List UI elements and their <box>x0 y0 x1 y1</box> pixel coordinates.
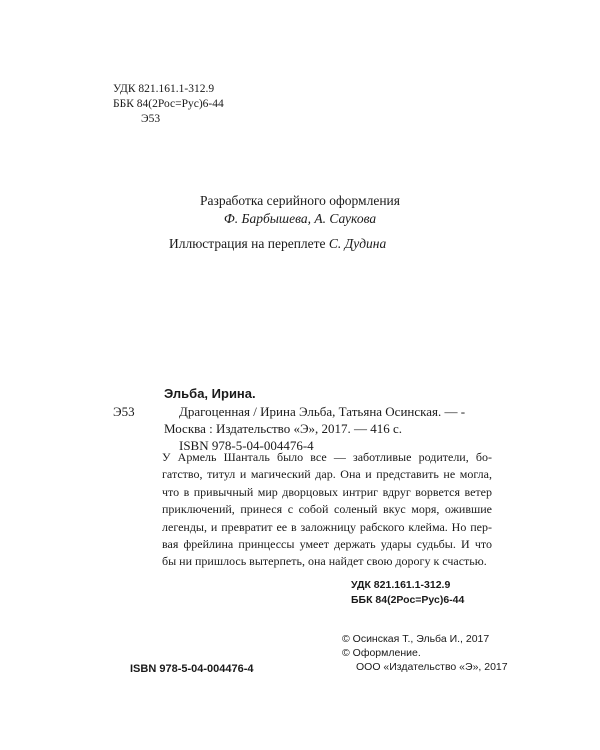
bbk-bottom: ББК 84(2Рос=Рус)6-44 <box>351 594 465 606</box>
illustration-credit <box>169 236 386 252</box>
annotation <box>162 449 492 571</box>
entry-code: Э53 <box>113 404 135 419</box>
isbn-bottom: ISBN 978-5-04-004476-4 <box>130 663 254 675</box>
udk-bottom: УДК 821.161.1-312.9 <box>351 579 451 591</box>
bbk-top: ББК 84(2Рос=Рус)6-44 <box>113 98 224 110</box>
annotation-line: легенды, и превратит ее в заложницу рабского клейма. Но пер- <box>162 519 492 534</box>
annotation-line: гатство, титул и магический дар. Она и представить не могла, <box>162 467 492 482</box>
design-label: Разработка серийного оформления <box>199 193 400 208</box>
entry-title-line: Драгоценная / Ирина Эльба, Татьяна Осинская. — - <box>179 404 466 419</box>
annotation-line: вая фрейлина принцессы умеет держать удары судьбы. И что <box>162 536 492 551</box>
annotation-line: бы ни пришлось вытерпеть, она найдет свою дорогу к счастью. <box>162 554 487 569</box>
copyright-authors: © Осинская Т., Эльба И., 2017 <box>342 633 490 645</box>
annotation-line: что в привычный мир дворцовых интриг вдруг ворвется ветер <box>162 484 492 499</box>
design-names: Ф. Барбышева, А. Саукова <box>223 211 377 226</box>
copyright-publisher: ООО «Издательство «Э», 2017 <box>356 661 508 673</box>
entry-publisher-line: Москва : Издательство «Э», 2017. — 416 с. <box>164 421 403 436</box>
annotation-line: У Армель Шанталь было все — заботливые родители, бо- <box>162 450 492 464</box>
entry-author: Эльба, Ирина. <box>164 386 256 401</box>
illustration-label: Иллюстрация на переплете <box>169 236 329 251</box>
copyright-design: © Оформление. <box>342 647 421 659</box>
entry-isbn-line: ISBN 978-5-04-004476-4 <box>179 438 314 453</box>
annotation-line: приключений, принеся с собой соленый вкус моря, ожившие <box>162 502 492 517</box>
udk-top: УДК 821.161.1-312.9 <box>113 83 215 95</box>
illustration-name: С. Дудина <box>328 236 387 251</box>
author-code-top: Э53 <box>141 113 161 125</box>
